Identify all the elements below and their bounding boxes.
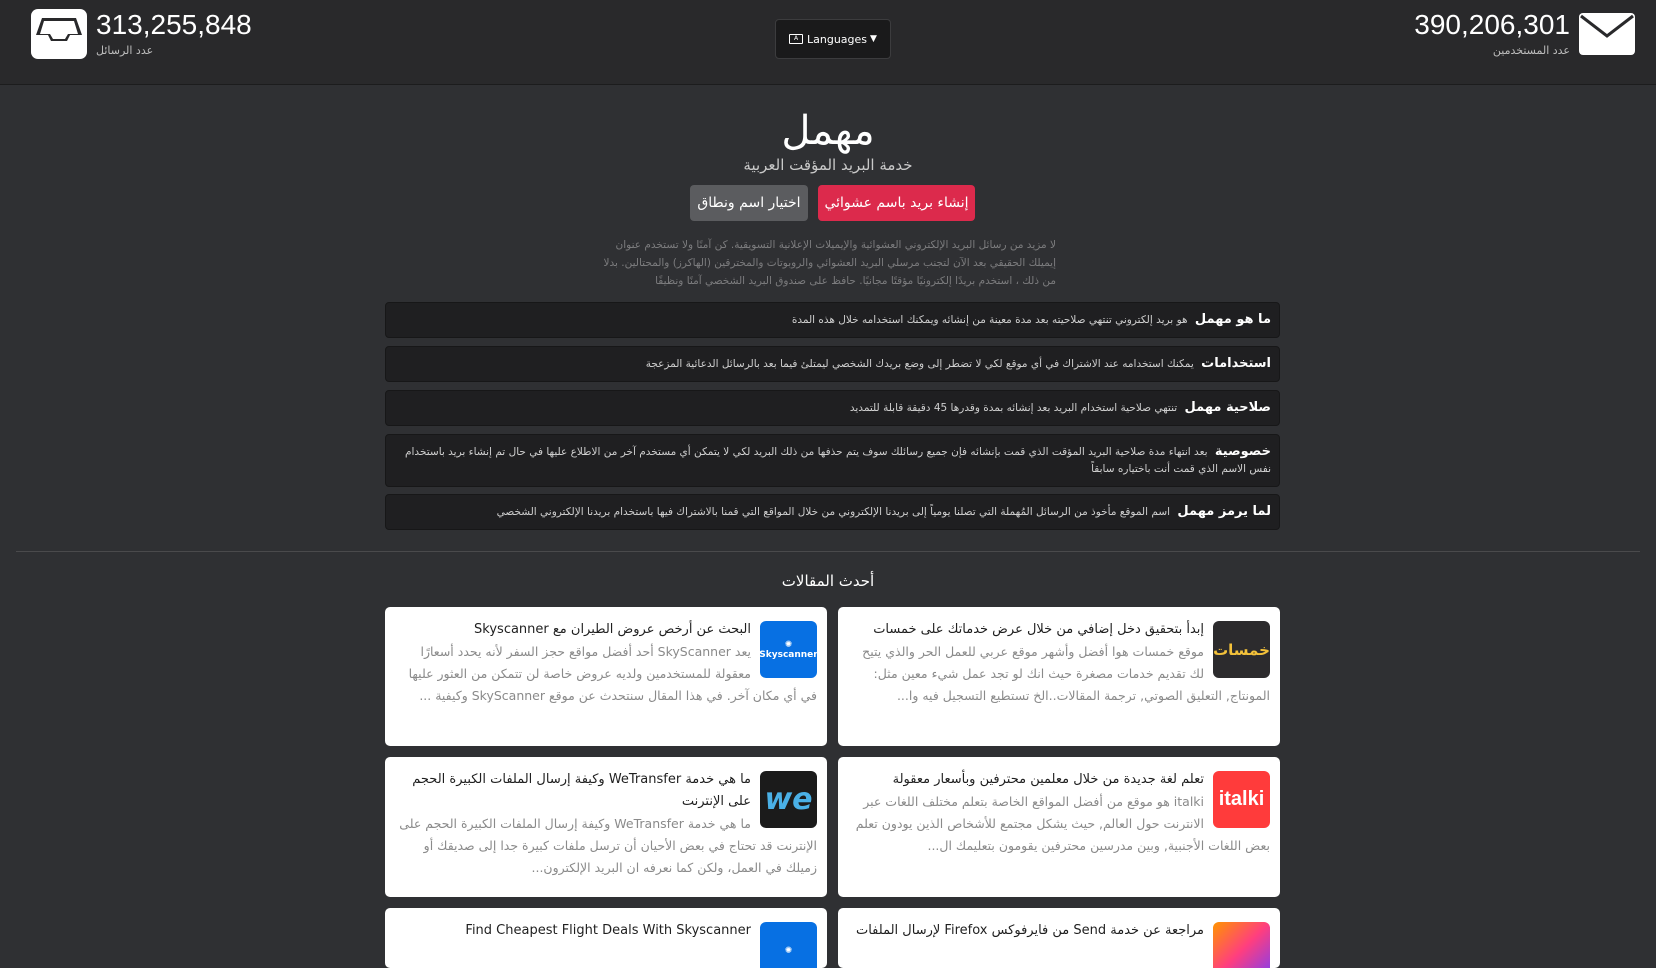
users-stat xyxy=(1414,8,1636,57)
article-card[interactable] xyxy=(385,908,827,968)
faq-text: اسم الموقع مأخوذ من الرسائل المُهملة التي تصلنا يومياً إلى بريدنا الإلكتروني من خلال المواقع التي قمنا بالاشتراك فيها باستخدام بريدنا الإلكتروني الشخصي xyxy=(496,506,1171,518)
skyscanner-logo xyxy=(760,922,817,968)
article-card[interactable] xyxy=(838,607,1280,746)
faq-title: استخدامات xyxy=(1201,356,1271,371)
sun-icon: ✺ xyxy=(784,945,793,956)
wetransfer-logo: we xyxy=(760,771,817,828)
khamsat-logo: خمسات xyxy=(1213,621,1270,678)
article-title[interactable]: البحث عن أرخص عروض الطيران مع Skyscanner xyxy=(474,622,751,637)
inbox-icon xyxy=(30,8,88,60)
caret-down-icon: ▼ xyxy=(870,34,877,44)
tagline: خدمة البريد المؤقت العربية xyxy=(743,156,913,174)
choose-name-domain-button[interactable]: اختيار اسم ونطاق xyxy=(690,185,808,221)
envelope-icon xyxy=(1578,12,1636,56)
site-description: لا مزيد من رسائل البريد الإلكتروني العشوائية والإيميلات الإعلانية التسويقية. كن آمنًا ولا تستخدم عنوان إيميلك الحقيقي بعد الآن لتجنب مرسلي البريد العشوائي والروبوتات والمخترقين (الهاكرز) والمحتالين. بدلا من ذلك ، استخدم بريدًا إلكترونيًا مؤقتًا مجانيًا. حافظ على صندوق البريد الشخصي آمنًا ونظيفًا xyxy=(603,239,1056,287)
articles-section-title: أحدث المقالات xyxy=(781,572,875,590)
article-card[interactable] xyxy=(385,757,827,897)
faq-text: هو بريد إلكتروني تنتهي صلاحيته بعد مدة معينة من إنشائه ويمكنك استخدامه خلال هذه المدة xyxy=(791,314,1188,326)
site-logo[interactable]: مهمل xyxy=(781,108,875,154)
skyscanner-logo: ✺ Skyscanner xyxy=(760,621,817,678)
article-card[interactable] xyxy=(838,757,1280,897)
faq-item xyxy=(385,302,1280,338)
languages-button[interactable] xyxy=(775,19,891,59)
faq-item xyxy=(385,346,1280,382)
faq-item xyxy=(385,494,1280,530)
create-random-email-button[interactable]: إنشاء بريد باسم عشوائي xyxy=(818,185,975,221)
article-excerpt: ما هي خدمة WeTransfer وكيفة إرسال الملفات الكبيرة الحجم على الإنترنت قد تحتاج في بعض الأحيان أن ترسل ملفات كبيرة جدا إلى صديقك أو زميلك في العمل، ولكن كما نعرفه ان البريد الإلكترون... xyxy=(399,816,817,875)
faq-title: لما يرمز مهمل xyxy=(1177,504,1271,519)
faq-title: صلاحية مهمل xyxy=(1184,400,1271,415)
article-title[interactable]: تعلم لغة جديدة من خلال معلمين محترفين وبأسعار معقولة xyxy=(892,772,1204,787)
article-excerpt: موقع خمسات هوا أفضل وأشهر موقع عربي للعمل الحر والذي يتيح لك تقديم خدمات مصغرة حيث انك لو تجد عمل شيء معين مثل: المونتاج, التعليق الصوتي, ترجمة المقالات..الخ تستطيع التسجيل فيه وا... xyxy=(862,644,1270,703)
article-excerpt: يعد SkyScanner أحد أفضل مواقع حجز السفر لأنه يحدد أسعارًا معقولة للمستخدمين ولديه عروض خاصة لن تتمكن من العثور عليها في أي مكان آخر. في هذا المقال سنتحدث عن موقع SkyScanner وكيفية ... xyxy=(408,644,817,703)
faq-item xyxy=(385,390,1280,426)
firefox-send-logo xyxy=(1213,922,1270,968)
faq-item xyxy=(385,434,1280,487)
faq-text: تنتهي صلاحية استخدام البريد بعد إنشائه بمدة وقدرها 45 دقيقة قابلة للتمديد xyxy=(849,402,1178,414)
languages-label: Languages xyxy=(807,32,868,46)
article-excerpt: italki هو موقع من أفضل المواقع الخاصة بتعلم مختلف اللغات عبر الانترنت حول العالم, حيث يشكل مجتمع للأشخاص الذين يودون تعلم بعض اللغات الأجنبية, وبين مدرسين محترفين يقومون بتعليمك ال... xyxy=(855,794,1270,853)
article-card[interactable] xyxy=(385,607,827,746)
messages-stat xyxy=(30,8,252,60)
messages-count: 313,255,848 xyxy=(96,9,252,40)
language-icon: A xyxy=(789,34,803,44)
faq-title: خصوصية xyxy=(1214,444,1271,459)
article-title[interactable]: ما هي خدمة WeTransfer وكيفة إرسال الملفات الكبيرة الحجم على الإنترنت xyxy=(412,772,751,809)
faq-text: يمكنك استخدامه عند الاشتراك في أي موقع لكي لا تضطر إلى وضع بريدك الشخصي ليمتلئ فيما بعد بالرسائل الدعائية المزعجة xyxy=(645,358,1194,370)
article-title[interactable]: Find Cheapest Flight Deals With Skyscanner xyxy=(465,923,751,938)
section-divider xyxy=(16,551,1640,552)
faq-text: بعد انتهاء مدة صلاحية البريد المؤقت الذي قمت بإنشائه فإن جميع رسائلك سوف يتم حذفها من ذلك البريد لكي لا يتمكن أي مستخدم آخر من الاطلاع عليها في حال تم إنشاء بريد باستخدام نفس الاسم الذي قمت أنت باختياره سابقاً xyxy=(405,446,1271,475)
users-label: عدد المستخدمين xyxy=(1492,44,1570,57)
sun-icon: ✺ xyxy=(784,639,793,650)
article-title[interactable]: إبدأ بتحقيق دخل إضافي من خلال عرض خدماتك على خمسات xyxy=(873,622,1204,637)
faq-title: ما هو مهمل xyxy=(1194,312,1271,327)
top-bar xyxy=(0,0,1656,85)
article-title[interactable]: مراجعة عن خدمة Send من فايرفوكس Firefox لإرسال الملفات xyxy=(855,923,1204,938)
users-count: 390,206,301 xyxy=(1414,9,1570,40)
messages-label: عدد الرسائل xyxy=(96,44,154,57)
article-card[interactable] xyxy=(838,908,1280,968)
italki-logo: italki xyxy=(1213,771,1270,828)
